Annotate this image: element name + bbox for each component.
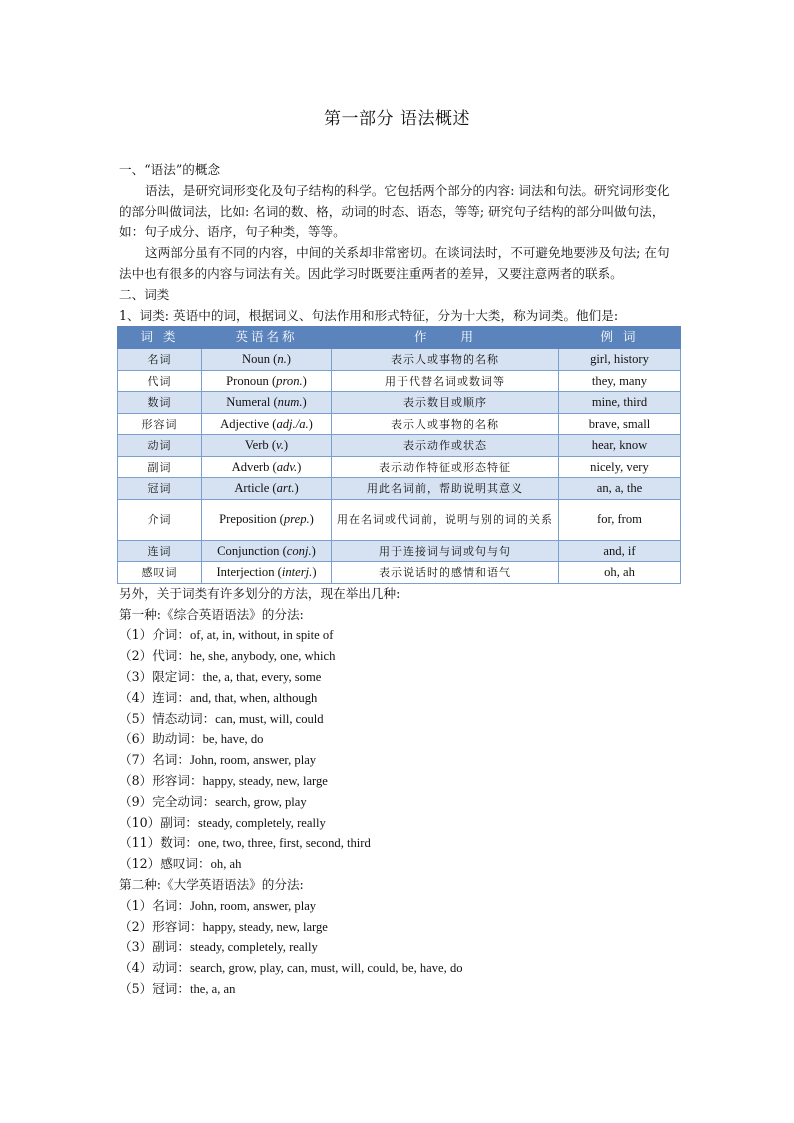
table-body — [118, 349, 681, 584]
column-header: 例 词 — [559, 327, 681, 349]
item-number: （12） — [119, 856, 161, 872]
cell-function: 用此名词前，帮助说明其意义 — [332, 478, 559, 500]
list-item — [119, 896, 675, 917]
cell-example: an, a, the — [559, 478, 681, 500]
item-words: can, must, will, could — [215, 711, 324, 726]
item-number: （6） — [119, 731, 153, 747]
list-item — [119, 750, 675, 771]
cell-category: 感叹词 — [118, 562, 202, 584]
list-item — [119, 709, 675, 730]
column-header: 英语名称 — [202, 327, 332, 349]
cell-function: 表示数目或顺序 — [332, 392, 559, 414]
english-name: Interjection — [216, 565, 275, 580]
table-header-row — [118, 327, 681, 349]
item-label: 形容词： — [152, 918, 203, 934]
cell-category: 代词 — [118, 370, 202, 392]
item-words: John, room, answer, play — [189, 898, 317, 913]
item-number: （3） — [119, 939, 153, 955]
cell-function: 用在名词或代词前，说明与别的词的关系 — [332, 499, 559, 540]
item-label: 介词： — [152, 627, 190, 643]
cell-english-name: Noun (n.) — [202, 349, 332, 371]
cell-category: 冠词 — [118, 478, 202, 500]
item-number: （8） — [119, 773, 153, 789]
abbreviation: n. — [277, 352, 287, 367]
cell-category: 名词 — [118, 349, 202, 371]
list-item — [119, 688, 675, 709]
abbreviation: prep. — [283, 512, 310, 527]
item-label: 冠词： — [152, 981, 190, 997]
section-heading: 二、词类 — [119, 286, 170, 302]
paragraph: 1、词类: 英语中的词，根据词义、句法作用和形式特征，分为十大类，称为词类。他们是: — [119, 307, 619, 323]
list-item — [119, 937, 675, 958]
cell-english-name: Verb (v.) — [202, 435, 332, 457]
cell-category: 连词 — [118, 540, 202, 562]
item-words: happy, steady, new, large — [202, 919, 328, 934]
cell-english-name: Adverb (adv.) — [202, 456, 332, 478]
cell-function: 用于连接词与词或句与句 — [332, 540, 559, 562]
item-words: the, a, that, every, some — [202, 670, 322, 685]
item-label: 情态动词： — [152, 710, 216, 726]
cell-function: 表示动作或状态 — [332, 435, 559, 457]
list-item — [119, 792, 675, 813]
abbreviation: adv. — [276, 459, 298, 474]
column-header: 作 用 — [332, 327, 559, 349]
cell-example: brave, small — [559, 413, 681, 435]
item-words: he, she, anybody, one, which — [189, 649, 336, 664]
cell-english-name: Interjection (interj.) — [202, 562, 332, 584]
table-row — [118, 456, 681, 478]
paragraph: 另外，关于词类有许多划分的方法，现在举出几种: — [119, 585, 401, 601]
list-item — [119, 771, 675, 792]
cell-example: for, from — [559, 499, 681, 540]
table-row — [118, 540, 681, 562]
item-label: 名词： — [152, 897, 190, 913]
item-number: （5） — [119, 710, 153, 726]
cell-example: girl, history — [559, 349, 681, 371]
item-words: be, have, do — [202, 732, 264, 747]
list-item — [119, 625, 675, 646]
item-label: 副词： — [152, 939, 190, 955]
item-number: （2） — [119, 918, 153, 934]
cell-english-name: Numeral (num.) — [202, 392, 332, 414]
item-number: （3） — [119, 669, 153, 685]
list-item — [119, 646, 675, 667]
cell-example: nicely, very — [559, 456, 681, 478]
cell-function: 表示人或事物的名称 — [332, 413, 559, 435]
item-label: 数词： — [160, 835, 198, 851]
method1-list — [119, 605, 675, 875]
document-body — [119, 160, 675, 1000]
item-label: 动词： — [152, 960, 190, 976]
cell-category: 介词 — [118, 499, 202, 540]
item-number: （1） — [119, 897, 153, 913]
english-name: Article — [234, 481, 270, 496]
cell-example: they, many — [559, 370, 681, 392]
table-row — [118, 478, 681, 500]
method2-list — [119, 875, 675, 1000]
table-row — [118, 392, 681, 414]
abbreviation: v. — [276, 438, 284, 453]
english-name: Adverb — [231, 459, 270, 474]
section-heading: 一、“语法”的概念 — [119, 162, 221, 177]
cell-english-name: Pronoun (pron.) — [202, 370, 332, 392]
item-label: 形容词： — [152, 773, 203, 789]
abbreviation: art. — [276, 481, 295, 496]
list-item — [119, 729, 675, 750]
item-label: 代词： — [152, 648, 190, 664]
list-item — [119, 854, 675, 875]
item-number: （5） — [119, 981, 153, 997]
page-title: 第一部分 语法概述 — [324, 109, 470, 129]
table-row — [118, 435, 681, 457]
english-name: Preposition — [219, 512, 277, 527]
item-number: （9） — [119, 793, 153, 809]
item-label: 连词： — [152, 689, 190, 705]
item-words: one, two, three, first, second, third — [198, 836, 371, 851]
cell-english-name: Article (art.) — [202, 478, 332, 500]
item-label: 完全动词： — [152, 793, 216, 809]
item-number: （11） — [119, 835, 161, 851]
list-heading: 第二种:《大学英语语法》的分法: — [119, 877, 304, 893]
cell-function: 表示说话时的感情和语气 — [332, 562, 559, 584]
cell-function: 用于代替名词或数词等 — [332, 370, 559, 392]
cell-category: 副词 — [118, 456, 202, 478]
abbreviation: interj. — [281, 565, 313, 580]
cell-english-name: Conjunction (conj.) — [202, 540, 332, 562]
item-words: and, that, when, although — [189, 690, 318, 705]
list-item — [119, 958, 675, 979]
english-name: Noun — [242, 352, 270, 367]
method1-items — [119, 625, 675, 875]
item-number: （7） — [119, 752, 153, 768]
item-number: （4） — [119, 689, 153, 705]
item-label: 名词： — [152, 752, 190, 768]
item-words: happy, steady, new, large — [202, 774, 328, 789]
cell-category: 形容词 — [118, 413, 202, 435]
item-words: John, room, answer, play — [189, 753, 317, 768]
cell-example: and, if — [559, 540, 681, 562]
paragraph: 语法，是研究词形变化及句子结构的科学。它包括两个部分的内容: 词法和句法。研究词形变化的部分叫做词法，比如: 名词的数、格，动词的时态、语态，等等; 研究句子结构的部分叫做句法，如：句子成分、语序，句子种类，等等。 — [119, 182, 670, 240]
english-name: Verb — [244, 438, 269, 453]
cell-example: mine, third — [559, 392, 681, 414]
cell-example: oh, ah — [559, 562, 681, 584]
list-item — [119, 813, 675, 834]
item-words: search, grow, play — [215, 794, 307, 809]
item-words: oh, ah — [210, 857, 242, 872]
item-number: （2） — [119, 648, 153, 664]
abbreviation: adj./a. — [276, 416, 309, 431]
cell-category: 数词 — [118, 392, 202, 414]
column-header: 词 类 — [118, 327, 202, 349]
item-words: steady, completely, really — [198, 815, 326, 830]
english-name: Numeral — [226, 395, 271, 410]
list-item — [119, 667, 675, 688]
word-class-table — [117, 326, 681, 584]
item-label: 助动词： — [152, 731, 203, 747]
cell-function: 表示动作特征或形态特征 — [332, 456, 559, 478]
item-words: of, at, in, without, in spite of — [189, 628, 334, 643]
table-row — [118, 413, 681, 435]
paragraph: 这两部分虽有不同的内容，中间的关系却非常密切。在谈词法时，不可避免地要涉及句法; 在句法中也有很多的内容与词法有关。因此学习时既要注重两者的差异，又要注意两者的联系。 — [119, 245, 670, 281]
table-row — [118, 370, 681, 392]
item-number: （10） — [119, 814, 161, 830]
method2-items — [119, 896, 675, 1000]
abbreviation: conj. — [286, 543, 312, 558]
cell-example: hear, know — [559, 435, 681, 457]
table-row — [118, 562, 681, 584]
abbreviation: pron. — [276, 373, 303, 388]
english-name: Conjunction — [217, 543, 280, 558]
list-item — [119, 833, 675, 854]
list-item — [119, 917, 675, 938]
item-label: 感叹词： — [160, 856, 211, 872]
item-words: search, grow, play, can, must, will, could, be, have, do — [189, 961, 463, 976]
abbreviation: num. — [277, 395, 303, 410]
table-row — [118, 349, 681, 371]
cell-english-name: Adjective (adj./a.) — [202, 413, 332, 435]
item-words: steady, completely, really — [189, 940, 318, 955]
cell-function: 表示人或事物的名称 — [332, 349, 559, 371]
english-name: Adjective — [220, 416, 270, 431]
cell-english-name: Preposition (prep.) — [202, 499, 332, 540]
item-words: the, a, an — [189, 982, 236, 997]
table-row — [118, 499, 681, 540]
list-heading: 第一种:《综合英语语法》的分法: — [119, 606, 304, 622]
english-name: Pronoun — [226, 373, 269, 388]
cell-category: 动词 — [118, 435, 202, 457]
item-number: （1） — [119, 627, 153, 643]
item-label: 限定词： — [152, 669, 203, 685]
item-number: （4） — [119, 960, 153, 976]
list-item — [119, 979, 675, 1000]
item-label: 副词： — [160, 814, 198, 830]
